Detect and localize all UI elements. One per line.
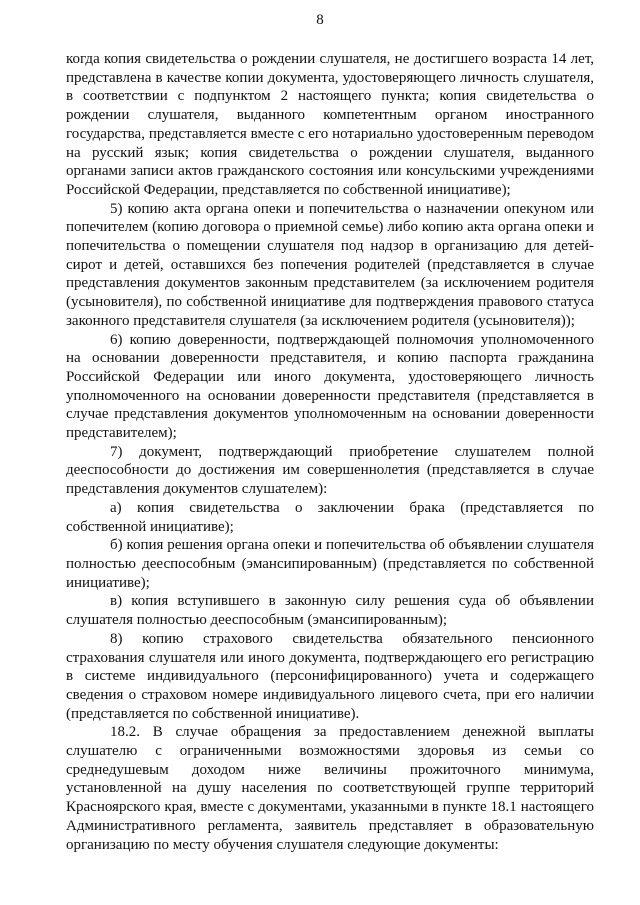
- paragraph-subitem-v: в) копия вступившего в законную силу решения суда об объявлении слушателя полностью дееспособным (эмансипированным);: [66, 593, 594, 629]
- document-body: [66, 50, 594, 854]
- paragraph-continuation: когда копия свидетельства о рождении слушателя, не достигшего возраста 14 лет, представлена в качестве копии документа, удостоверяющего личность слушателя, в соответствии с подпунктом 2 настоящего пункта; копия свидетельства о рождении слушателя, выданного компетентным органом иностранного государства, представляется вместе с его нотариально удостоверенным переводом на русский язык; копия свидетельства о рождении слушателя, выданного органами записи актов гражданского состояния или консульскими учреждениями Российской Федерации, представляется по собственной инициативе);: [66, 51, 594, 198]
- paragraph-item-5: 5) копию акта органа опеки и попечительства о назначении опекуном или попечителем (копию договора о приемной семье) либо копию акта органа опеки и попечительства о помещении слушателя под надзор в организацию для детей-сирот и детей, оставшихся без попечения родителей (представляется в случае представления документов законным представителем (за исключением родителя (усыновителя), по собственной инициативе для подтверждения правового статуса законного представителя слушателя (за исключением родителя (усыновителя));: [66, 200, 594, 329]
- paragraph-subitem-a: а) копия свидетельства о заключении брака (представляется по собственной инициативе);: [66, 499, 594, 535]
- paragraph-item-7: 7) документ, подтверждающий приобретение слушателем полной дееспособности до достижения им совершеннолетия (представляется в случае представления документов слушателем):: [66, 443, 594, 498]
- paragraph-item-8: 8) копию страхового свидетельства обязательного пенсионного страхования слушателя или иного документа, подтверждающего его регистрацию в системе индивидуального (персонифицированного) учета и содержащего сведения о страховом номере индивидуального лицевого счета, при его наличии (представляется по собственной инициативе).: [66, 630, 594, 722]
- paragraph-section-18-2: 18.2. В случае обращения за предоставлением денежной выплаты слушателю с ограниченными возможностями здоровья из семьи со среднедушевым доходом ниже величины прожиточного минимума, установленной на душу населения по соответствующей группе территорий Красноярского края, вместе с документами, указанными в пункте 18.1 настоящего Административного регламента, заявитель представляет в образовательную организацию по месту обучения слушателя следующие документы:: [66, 724, 594, 853]
- page-number: 8: [316, 12, 324, 28]
- paragraph-subitem-b: б) копия решения органа опеки и попечительства об объявлении слушателя полностью дееспособным (эмансипированным) (представляется по собственной инициативе);: [66, 537, 594, 591]
- paragraph-item-6: 6) копию доверенности, подтверждающей полномочия уполномоченного на основании доверенности представителя, и копию паспорта гражданина Российской Федерации или иного документа, удостоверяющего личность уполномоченного на основании доверенности представителя (представляется в случае представления документов уполномоченным на основании доверенности представителем);: [66, 331, 594, 442]
